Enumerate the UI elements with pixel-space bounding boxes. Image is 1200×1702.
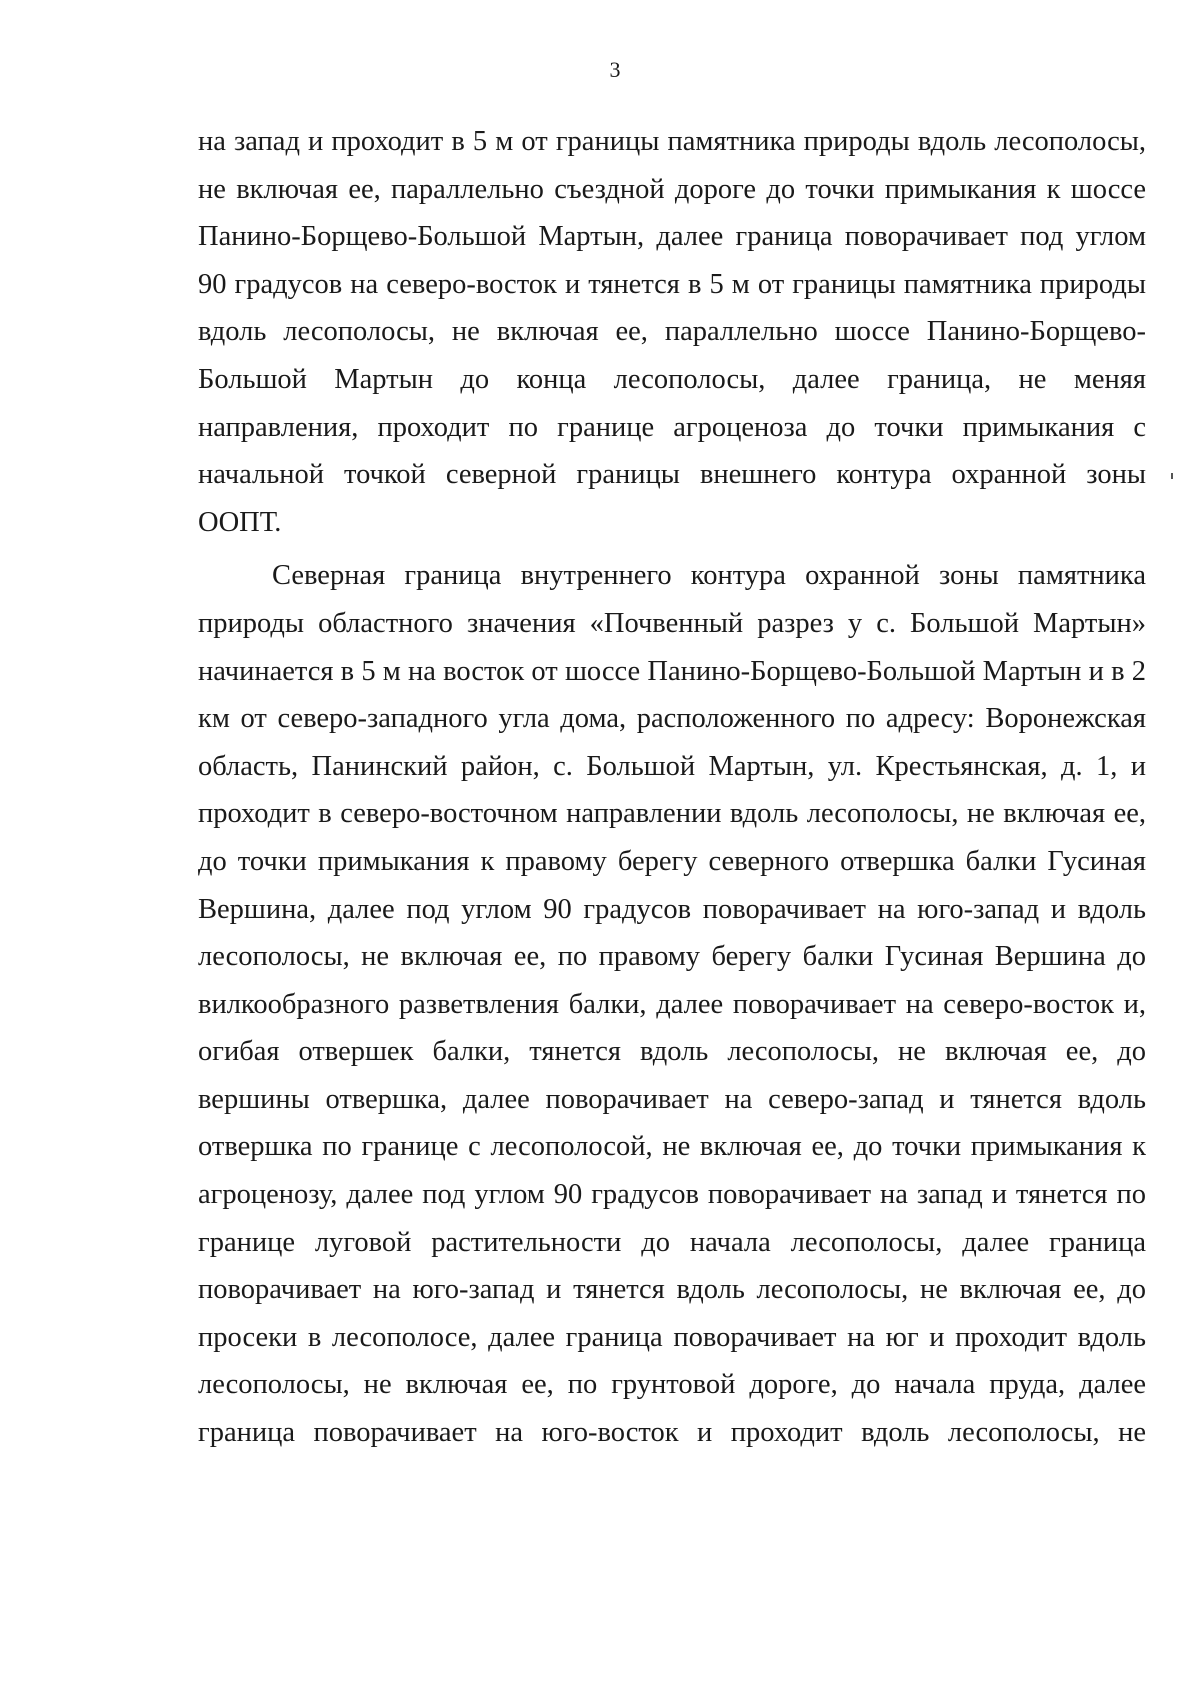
text-line: отвершка по границе с лесополосой, не включая ее, до точки примыкания к (198, 1131, 1146, 1163)
text-line: лесополосы, не включая ее, по правому берегу балки Гусиная Вершина до (198, 941, 1146, 973)
text-line: ООПТ. (198, 506, 282, 538)
text-line: 90 градусов на северо-восток и тянется в 5 м от границы памятника природы (198, 268, 1146, 300)
text-line: вдоль лесополосы, не включая ее, параллельно шоссе Панино-Борщево- (198, 316, 1146, 348)
text-line: начинается в 5 м на восток от шоссе Панино-Борщево-Большой Мартын и в 2 (198, 655, 1146, 687)
paragraph-1 (198, 118, 1146, 546)
text-line: вершины отвершка, далее поворачивает на северо-запад и тянется вдоль (198, 1083, 1146, 1115)
text-line: граница поворачивает на юго-восток и проходит вдоль лесополосы, не (198, 1417, 1146, 1449)
text-line: начальной точкой северной границы внешнего контура охранной зоны (198, 459, 1146, 491)
text-line: Северная граница внутреннего контура охранной зоны памятника (272, 560, 1146, 592)
text-line: лесополосы, не включая ее, по грунтовой дороге, до начала пруда, далее (198, 1369, 1146, 1401)
page-number: 3 (609, 57, 621, 82)
text-line: Панино-Борщево-Большой Мартын, далее граница поворачивает под углом (198, 221, 1146, 253)
text-line: Вершина, далее под углом 90 градусов поворачивает на юго-запад и вдоль (198, 893, 1146, 925)
text-line: природы областного значения «Почвенный разрез у с. Большой Мартын» (198, 607, 1146, 639)
text-line: до точки примыкания к правому берегу северного отвершка балки Гусиная (198, 845, 1146, 877)
text-line: проходит в северо-восточном направлении вдоль лесополосы, не включая ее, (198, 798, 1146, 830)
text-line: км от северо-западного угла дома, расположенного по адресу: Воронежская (198, 703, 1146, 735)
text-line: просеки в лесополосе, далее граница поворачивает на юг и проходит вдоль (198, 1321, 1146, 1353)
paragraph-2 (198, 552, 1146, 1456)
text-line: на запад и проходит в 5 м от границы памятника природы вдоль лесополосы, (198, 126, 1146, 157)
text-line: агроценозу, далее под углом 90 градусов поворачивает на запад и тянется по (198, 1179, 1146, 1211)
text-line: направления, проходит по границе агроценоза до точки примыкания с (198, 411, 1146, 443)
text-line: область, Панинский район, с. Большой Мартын, ул. Крестьянская, д. 1, и (198, 750, 1146, 782)
text-line: не включая ее, параллельно съездной дороге до точки примыкания к шоссе (198, 173, 1146, 205)
text-line: Большой Мартын до конца лесополосы, далее граница, не меняя (198, 363, 1146, 395)
text-line: границе луговой растительности до начала лесополосы, далее граница (198, 1226, 1146, 1258)
text-line: огибая отвершек балки, тянется вдоль лесополосы, не включая ее, до (198, 1036, 1146, 1068)
scan-artifact-mark (1171, 473, 1173, 479)
text-line: вилкообразного разветвления балки, далее поворачивает на северо-восток и, (198, 988, 1146, 1020)
document-body (198, 118, 1146, 1457)
text-line: поворачивает на юго-запад и тянется вдоль лесополосы, не включая ее, до (198, 1274, 1146, 1306)
